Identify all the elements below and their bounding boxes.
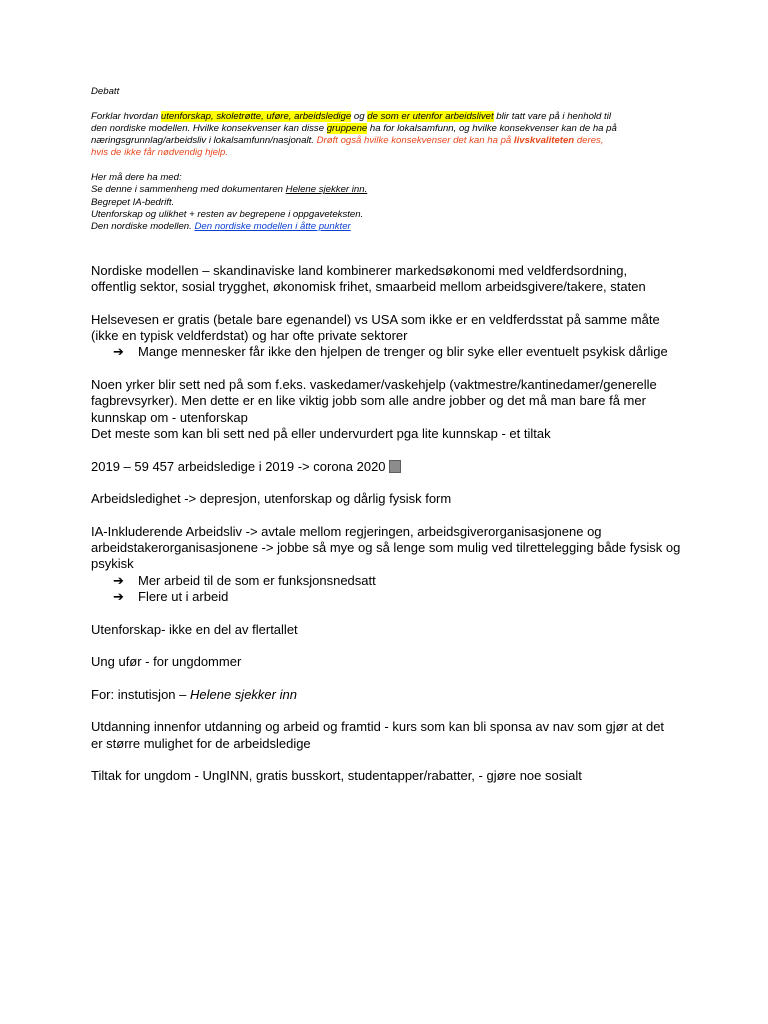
- arrow-bullet: ➔ Mange mennesker får ikke den hjelpen de trenger og blir syke eller eventuelt psykisk dårlige: [113, 344, 668, 360]
- arrow-bullet: ➔ Mer arbeid til de som er funksjonsnedsatt: [113, 572, 376, 588]
- heading-debatt: Debatt: [91, 86, 120, 97]
- highlight: de som er utenfor arbeidslivet: [367, 110, 494, 122]
- arrow-icon: ➔: [113, 344, 124, 360]
- notes-body: Nordiske modellen – skandinaviske land kombinerer markedsøkonomi med veldferdsordning, offentlig sektor, sosial trygghet, økonomisk frihet, smaarbeid mellom arbeidsgivere/takere, staten Helsevesen er gratis (betale bare egenandel) vs USA som ikke er en veldferdsstat på samme måte (ikke en typisk veldferdstat) og har ofte private sektorer ➔ Mange mennesker får ikke den hjelpen de trenger og blir syke eller eventuelt psykisk dårlige Noen yrker blir sett ned på som f.eks. vaskedamer/vaskehjelp (vaktmestre/kantinedamer/generelle fagbrevsyrker). Men dette er en like viktig jobb som alle andre jobber og det må man bare få mer kunnskap om - utenforskap Det meste som kan bli sett ned på eller undervurdert pga lite kunnskap - et tiltak 2019 – 59 457 arbeidsledige i 2019 -> corona 2020 Arbeidsledighet -> depresjon, utenforskap og dårlig fysisk form IA-Inkluderende Arbeidsliv -> avtale mellom regjeringen, arbeidsgiverorganisasjonene og arbeidstakerorganisasjonene -> jobbe så mye og så lenge som mulig ved tilrettelegging både fysisk og psykisk ➔ Mer arbeid til de som er funksjonsnedsatt ➔ Flere ut i arbeid Utenforskap- ikke en del av flertallet Ung ufør - for ungdommer For: instutisjon – Helene sjekker inn Utdanning innenfor utdanning og arbeid og framtid - kurs som kan bli sponsa av nav som gjør at det er større mulighet for de arbeidsledige Tiltak for ungdom - UngINN, gratis busskort, studentapper/rabatter, - gjøre noe sosialt: [91, 263, 691, 785]
- nordic-model-link[interactable]: Den nordiske modellen i åtte punkter: [194, 221, 351, 233]
- arrow-icon: ➔: [113, 572, 124, 588]
- assignment-intro: Debatt Forklar hvordan utenforskap, skoletrøtte, uføre, arbeidsledige og de som er utenfor arbeidslivet blir tatt vare på i henhold til den nordiske modellen. Hvilke konsekvenser kan disse gruppene ha for lokalsamfunn, og hvilke konsekvenser kan de ha på næringsgrunnlag/arbeidsliv i lokalsamfunn/nasjonalt. Drøft også hvilke konsekvenser det kan ha på livskvaliteten deres, hvis de ikke får nødvendig hjelp. Her må dere ha med: Se denne i sammenheng med dokumentaren Helene sjekker inn. Begrepet IA-bedrift. Utenforskap og ulikhet + resten av begrepene i oppgaveteksten. Den nordiske modellen. Den nordiske modellen i åtte punkter: [91, 86, 691, 234]
- red-bold-text: livskvaliteten: [513, 135, 575, 147]
- arrow-icon: ➔: [113, 588, 124, 604]
- documentary-link[interactable]: Helene sjekker inn.: [285, 184, 368, 196]
- arrow-bullet: ➔ Flere ut i arbeid: [113, 588, 229, 604]
- highlight: utenforskap, skoletrøtte, uføre, arbeidsledige: [160, 110, 352, 122]
- must-title: Her må dere ha med:: [91, 172, 182, 184]
- image-placeholder-icon: [389, 460, 401, 473]
- red-text: hvis de ikke får nødvendig hjelp.: [91, 147, 229, 159]
- highlight: gruppene: [326, 122, 368, 134]
- red-text: Drøft også hvilke konsekvenser det kan ha på: [316, 135, 514, 147]
- task-text: Forklar hvordan utenforskap, skoletrøtte, uføre, arbeidsledige og de som er utenfor arbeidslivet blir tatt vare på i henhold til: [91, 110, 611, 122]
